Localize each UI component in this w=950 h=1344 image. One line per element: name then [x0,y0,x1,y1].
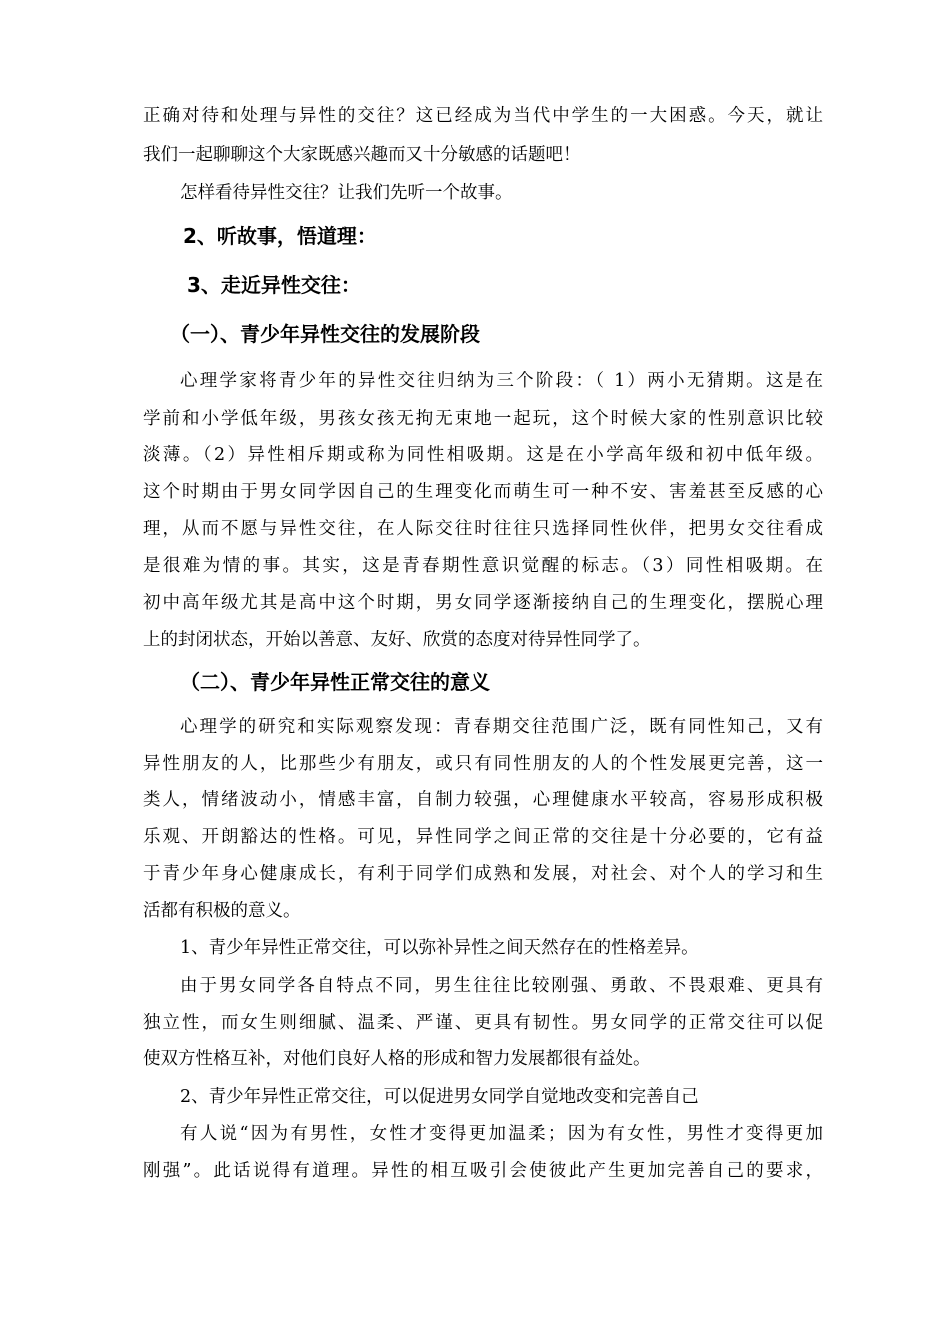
intro-line-1: 正确对待和处理与异性的交往？这已经成为当代中学生的一大困惑。今天，就让 [143,106,823,126]
section-1-line-4: 这个时期由于男女同学因自己的生理变化而萌生可一种不安、害羞甚至反感的心 [143,482,823,502]
section-2-line-6: 活都有积极的意义。 [143,901,301,921]
heading-approach: 3、走近异性交往： [187,273,361,297]
section-1-line-7: 初中高年级尤其是高中这个时期，男女同学逐渐接纳自己的生理变化，摆脱心理 [143,593,823,613]
section-2-line-4: 乐观、开朗豁达的性格。可见，异性同学之间正常的交往是十分必要的，它有益 [143,827,823,847]
intro-line-3: 怎样看待异性交往？让我们先听一个故事。 [180,183,513,203]
section-1-line-2: 学前和小学低年级，男孩女孩无拘无束地一起玩，这个时候大家的性别意识比较 [143,409,823,429]
point-1-line-2: 独立性，而女生则细腻、温柔、严谨、更具有韧性。男女同学的正常交往可以促 [143,1013,823,1033]
section-2-line-1: 心理学的研究和实际观察发现：青春期交往范围广泛，既有同性知己，又有 [180,717,823,737]
section-1-title: （一）、青少年异性交往的发展阶段 [170,322,480,346]
section-1-line-1: 心理学家将青少年的异性交往归纳为三个阶段：（ 1）两小无猜期。这是在 [180,371,823,391]
point-2-heading: 2、青少年异性正常交往，可以促进男女同学自觉地改变和完善自己 [180,1087,699,1107]
point-1-heading: 1、青少年异性正常交往，可以弥补异性之间天然存在的性格差异。 [180,938,699,958]
section-2-line-3: 类人，情绪波动小，情感丰富，自制力较强，心理健康水平较高，容易形成积极 [143,790,823,810]
point-2-line-1: 有人说“因为有男性，女性才变得更加温柔；因为有女性，男性才变得更加 [180,1124,823,1144]
section-1-line-5: 理，从而不愿与异性交往，在人际交往时往往只选择同性伙伴，把男女交往看成 [143,519,823,539]
point-1-line-3: 使双方性格互补，对他们良好人格的形成和智力发展都很有益处。 [143,1049,651,1069]
intro-line-2: 我们一起聊聊这个大家既感兴趣而又十分敏感的话题吧！ [143,145,581,165]
heading-listen-story: 2、听故事，悟道理： [183,224,377,248]
section-1-line-3: 淡薄。（2）异性相斥期或称为同性相吸期。这是在小学高年级和初中低年级。 [143,445,823,465]
point-1-line-1: 由于男女同学各自特点不同，男生往往比较刚强、勇敢、不畏艰难、更具有 [180,976,823,996]
section-2-title: （二）、青少年异性正常交往的意义 [180,670,490,694]
section-2-line-2: 异性朋友的人，比那些少有朋友，或只有同性朋友的人的个性发展更完善，这一 [143,754,823,774]
point-2-line-2: 刚强”。此话说得有道理。异性的相互吸引会使彼此产生更加完善自己的要求， [143,1161,823,1181]
section-1-line-6: 是很难为情的事。其实，这是青春期性意识觉醒的标志。（3）同性相吸期。在 [143,556,823,576]
section-1-line-8: 上的封闭状态，开始以善意、友好、欣赏的态度对待异性同学了。 [143,630,651,650]
section-2-line-5: 于青少年身心健康成长，有利于同学们成熟和发展，对社会、对个人的学习和生 [143,864,823,884]
